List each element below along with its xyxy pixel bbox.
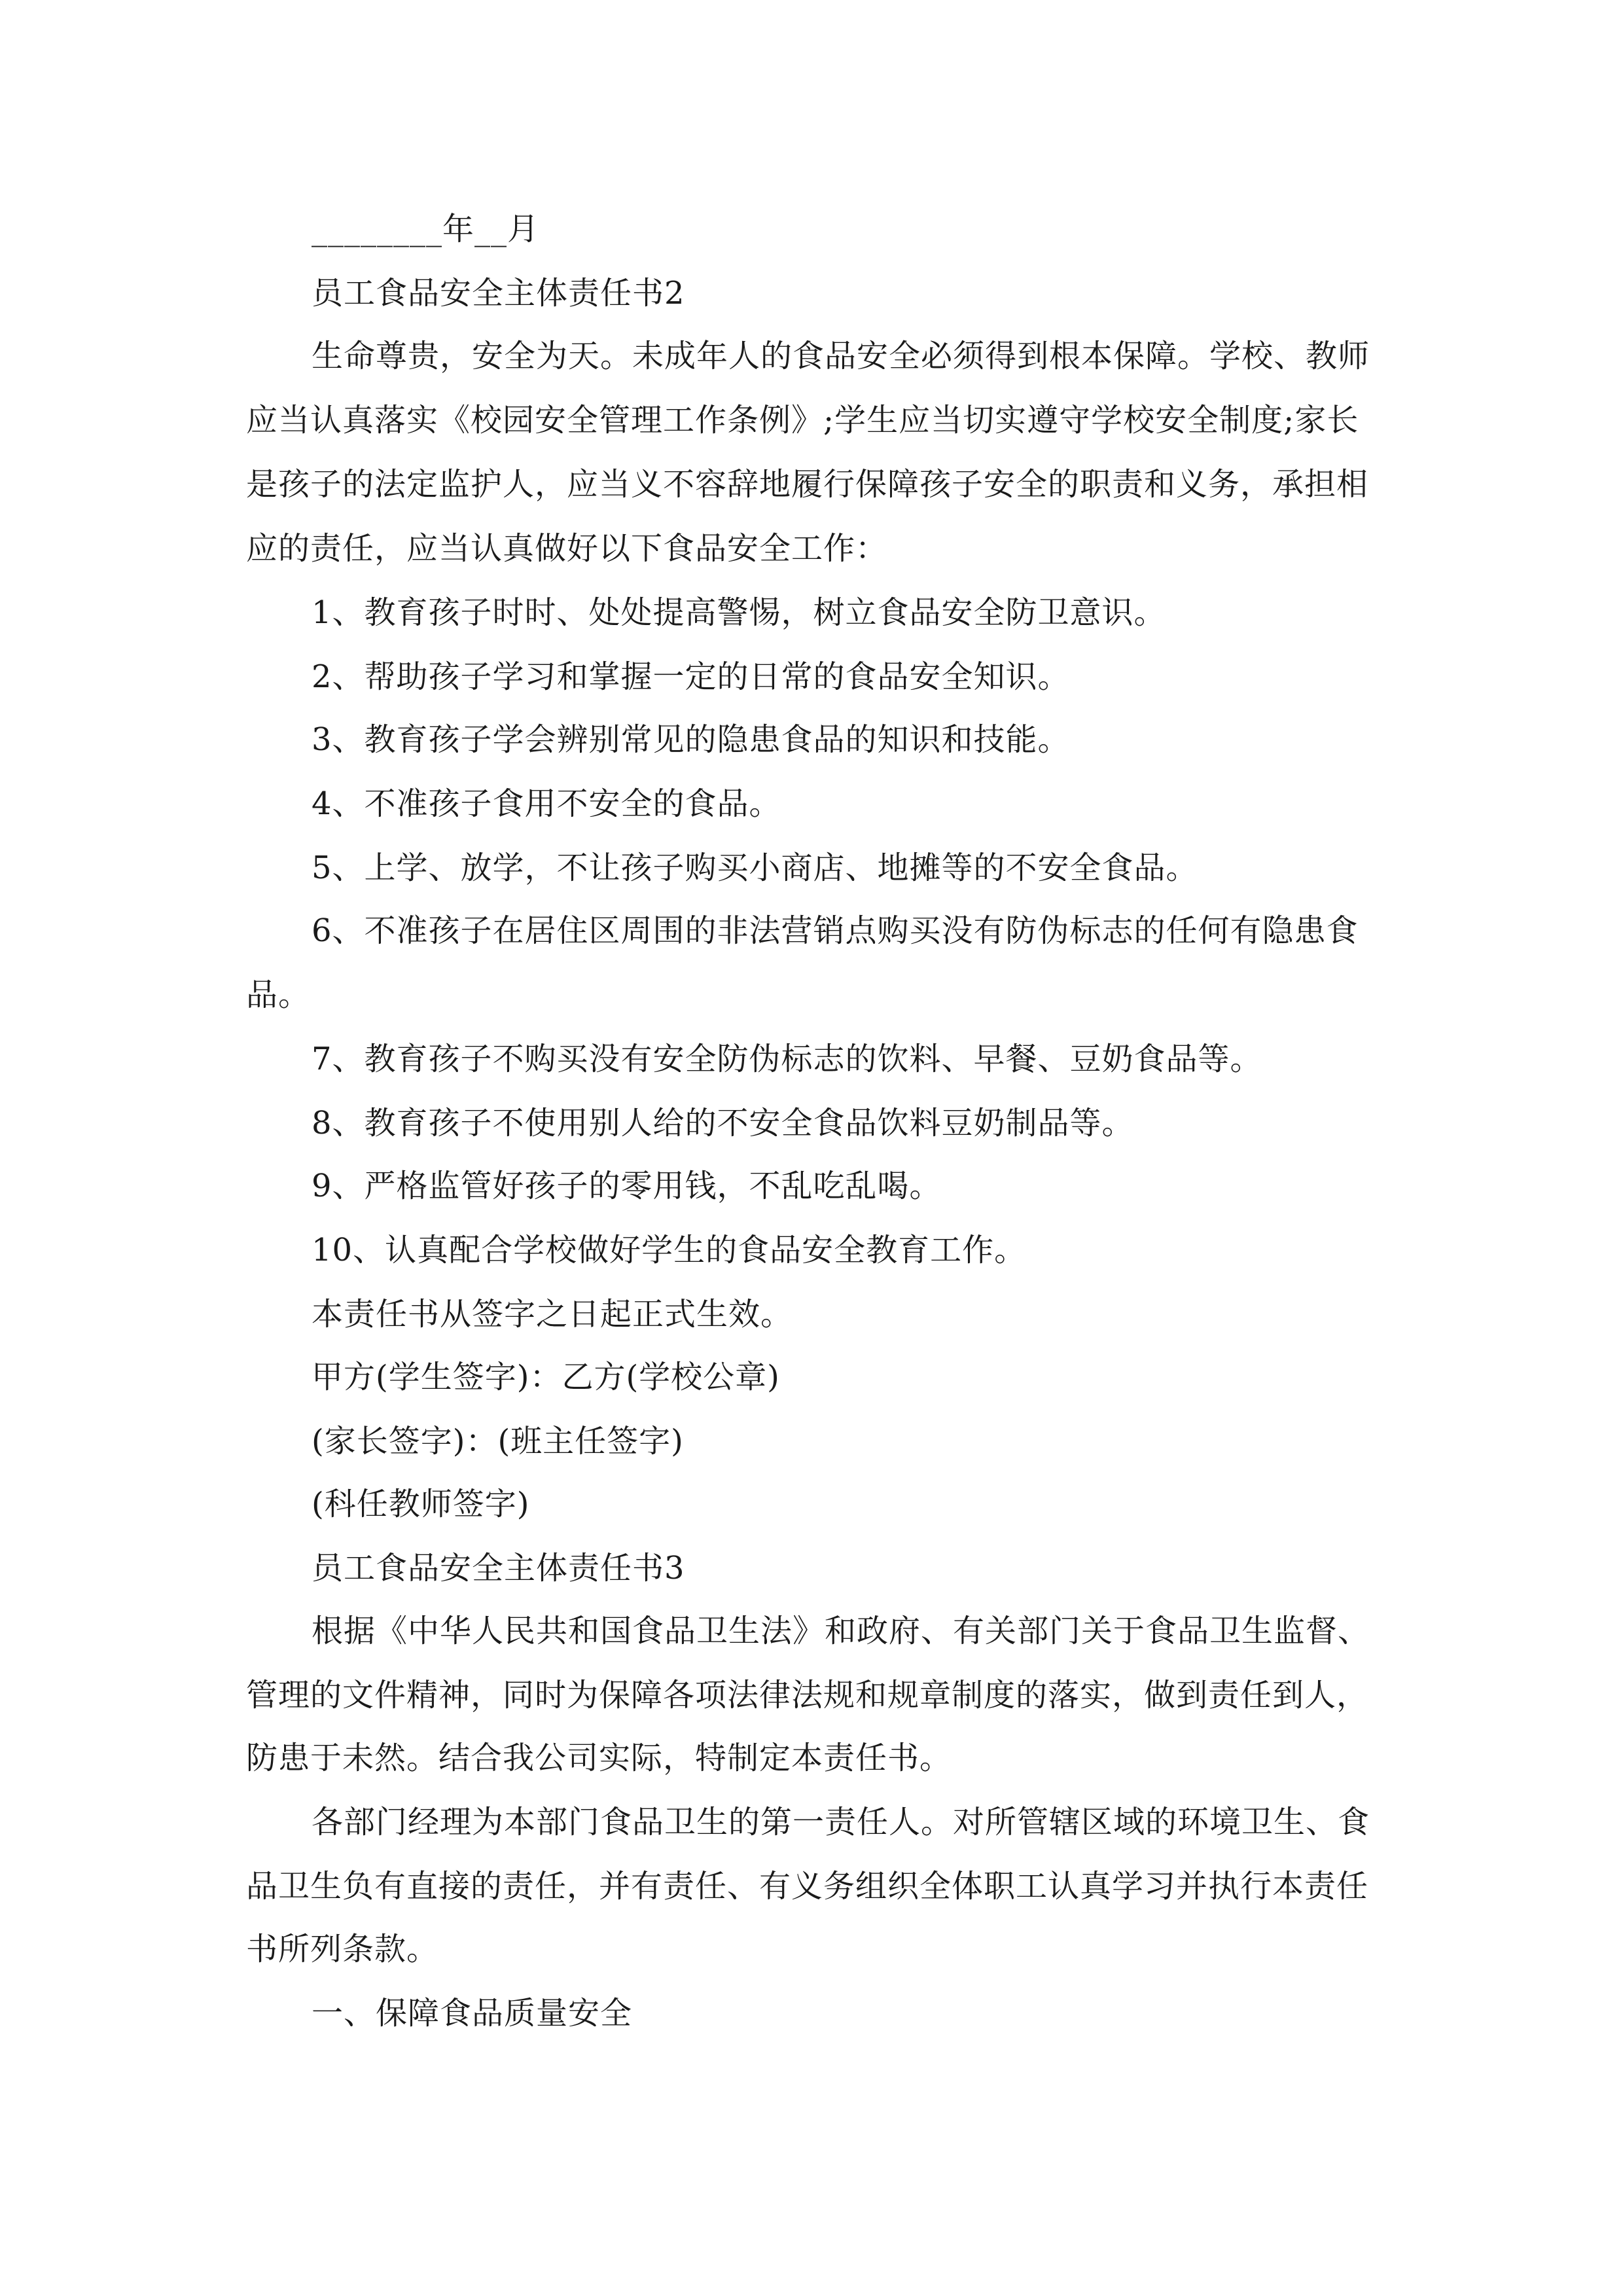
section-3-heading-1: 一、保障食品质量安全 (312, 1995, 633, 2032)
section-2-intro-line-1: 生命尊贵，安全为天。未成年人的食品安全必须得到根本保障。学校、教师 (312, 338, 1370, 374)
list-item: 7、教育孩子不购买没有安全防伪标志的饮料、早餐、豆奶食品等。 (312, 1041, 1262, 1077)
effective-statement: 本责任书从签字之日起正式生效。 (312, 1296, 793, 1333)
signature-line: (科任教师签字) (312, 1486, 530, 1522)
section-3-para-2-line-1: 各部门经理为本部门食品卫生的第一责任人。对所管辖区域的环境卫生、食 (312, 1804, 1370, 1840)
list-item: 2、帮助孩子学习和掌握一定的日常的食品安全知识。 (312, 658, 1070, 695)
section-3-para-1-line-2: 管理的文件精神，同时为保障各项法律法规和规章制度的落实，做到责任到人， (246, 1677, 1369, 1713)
list-item: 10、认真配合学校做好学生的食品安全教育工作。 (312, 1232, 1027, 1268)
date-line: ________年__月 (312, 211, 540, 247)
section-3-title: 员工食品安全主体责任书3 (312, 1550, 685, 1587)
section-3-para-1-line-1: 根据《中华人民共和国食品卫生法》和政府、有关部门关于食品卫生监督、 (312, 1613, 1370, 1649)
section-3-para-1-line-3: 防患于未然。结合我公司实际，特制定本责任书。 (246, 1740, 952, 1776)
list-item: 8、教育孩子不使用别人给的不安全食品饮料豆奶制品等。 (312, 1105, 1134, 1141)
list-item: 5、上学、放学，不让孩子购买小商店、地摊等的不安全食品。 (312, 850, 1198, 886)
section-2-intro-line-4: 应的责任，应当认真做好以下食品安全工作： (246, 530, 888, 567)
section-2-intro-line-2: 应当认真落实《校园安全管理工作条例》;学生应当切实遵守学校安全制度;家长 (246, 402, 1359, 439)
signature-line: 甲方(学生签字)：乙方(学校公章) (312, 1359, 780, 1395)
section-2-intro-line-3: 是孩子的法定监护人，应当义不容辞地履行保障孩子安全的职责和义务，承担相 (246, 466, 1369, 503)
section-3-para-2-line-3: 书所列条款。 (246, 1931, 439, 1967)
list-item: 9、严格监管好孩子的零用钱，不乱吃乱喝。 (312, 1168, 942, 1204)
signature-line: (家长签字)：(班主任签字) (312, 1423, 684, 1460)
section-3-para-2-line-2: 品卫生负有直接的责任，并有责任、有义务组织全体职工认真学习并执行本责任 (246, 1868, 1369, 1905)
list-item-continuation: 品。 (246, 977, 311, 1013)
section-2-title: 员工食品安全主体责任书2 (312, 275, 685, 312)
list-item: 4、不准孩子食用不安全的食品。 (312, 785, 781, 822)
list-item: 6、不准孩子在居住区周围的非法营销点购买没有防伪标志的任何有隐患食 (312, 912, 1359, 949)
list-item: 3、教育孩子学会辨别常见的隐患食品的知识和技能。 (312, 721, 1070, 758)
list-item: 1、教育孩子时时、处处提高警惕，树立食品安全防卫意识。 (312, 594, 1166, 631)
